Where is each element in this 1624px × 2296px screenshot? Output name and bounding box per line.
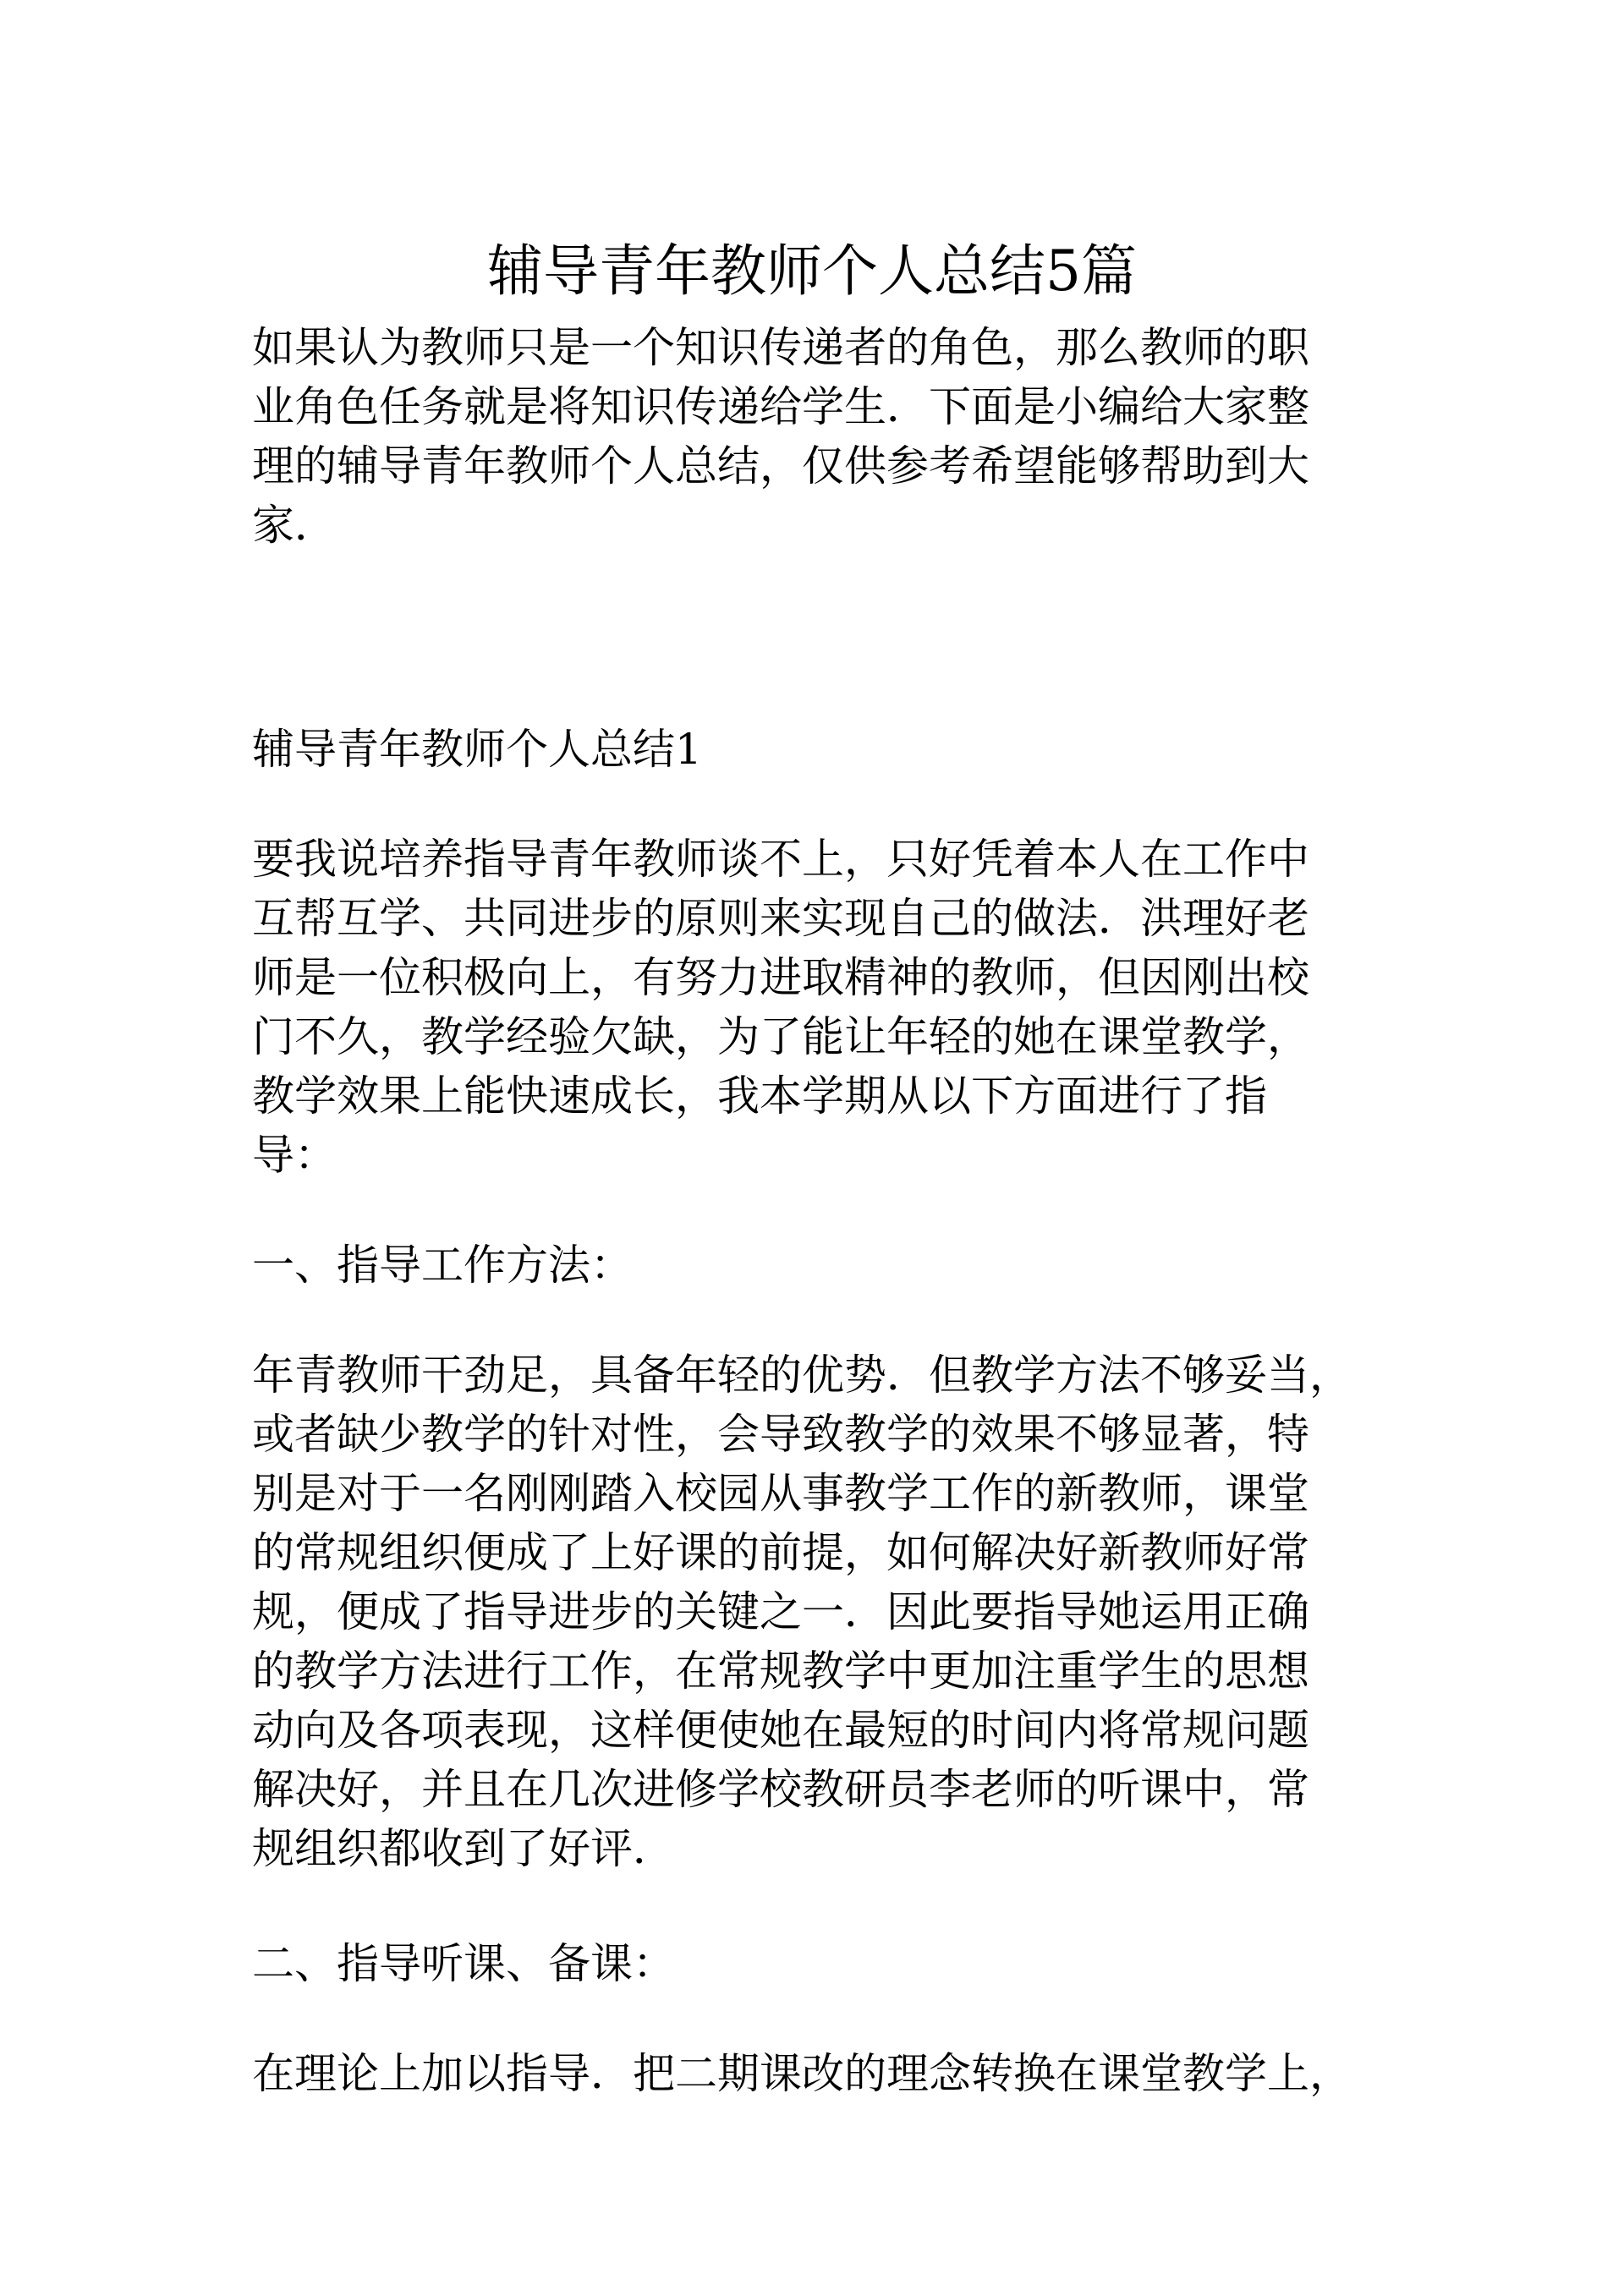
text-line: 解决好，并且在几次进修学校教研员李老师的听课中，常	[252, 1765, 1309, 1814]
subheading-text: 一、指导工作方法：	[252, 1241, 633, 1290]
text-line: 的常规组织便成了上好课的前提，如何解决好新教师好常	[252, 1528, 1309, 1577]
text-line: 教学效果上能快速成长，我本学期从以下方面进行了指	[252, 1071, 1267, 1121]
text-line: 家．	[252, 501, 337, 550]
text-line: 门不久，教学经验欠缺，为了能让年轻的她在课堂教学，	[252, 1012, 1309, 1061]
text-line: 规，便成了指导进步的关键之一．因此要指导她运用正确	[252, 1587, 1309, 1636]
text-line: 师是一位积极向上，有努力进取精神的教师，但因刚出校	[252, 953, 1309, 1002]
text-line: 在理论上加以指导．把二期课改的理念转换在课堂教学上，	[252, 2049, 1352, 2098]
section-heading	[252, 720, 1385, 779]
text-line: 或者缺少教学的针对性，会导致教学的效果不够显著，特	[252, 1410, 1309, 1459]
subheading-lesson-prep	[252, 1934, 1385, 1993]
document-title: 辅导青年教师个人总结5篇	[487, 238, 1137, 304]
text-line: 导：	[252, 1131, 337, 1180]
text-line: 动向及各项表现，这样便使她在最短的时间内将常规问题	[252, 1706, 1309, 1755]
text-line: 规组织都收到了好评．	[252, 1824, 675, 1873]
text-line: 理的辅导青年教师个人总结，仅供参考希望能够帮助到大	[252, 441, 1309, 490]
text-line: 互帮互学、共同进步的原则来实现自己的做法．洪理好老	[252, 894, 1309, 943]
text-line: 如果认为教师只是一个知识传递者的角色，那么教师的职	[252, 323, 1309, 372]
text-line: 的教学方法进行工作，在常规教学中更加注重学生的思想	[252, 1647, 1309, 1696]
intro-paragraph	[252, 318, 1385, 555]
paragraph-work-method	[252, 1345, 1385, 1878]
section-paragraph	[252, 830, 1385, 1185]
subheading-work-method	[252, 1236, 1385, 1295]
text-line: 业角色任务就是将知识传递给学生．下面是小编给大家整	[252, 382, 1309, 431]
paragraph-lesson-prep	[252, 2044, 1385, 2103]
text-line: 年青教师干劲足，具备年轻的优势．但教学方法不够妥当，	[252, 1351, 1352, 1400]
text-line: 要我说培养指导青年教师谈不上，只好凭着本人在工作中	[252, 835, 1309, 884]
subheading-text: 二、指导听课、备课：	[252, 1939, 675, 1988]
text-line: 别是对于一名刚刚踏入校园从事教学工作的新教师，课堂	[252, 1469, 1309, 1518]
section-heading-text: 辅导青年教师个人总结1	[252, 725, 702, 774]
